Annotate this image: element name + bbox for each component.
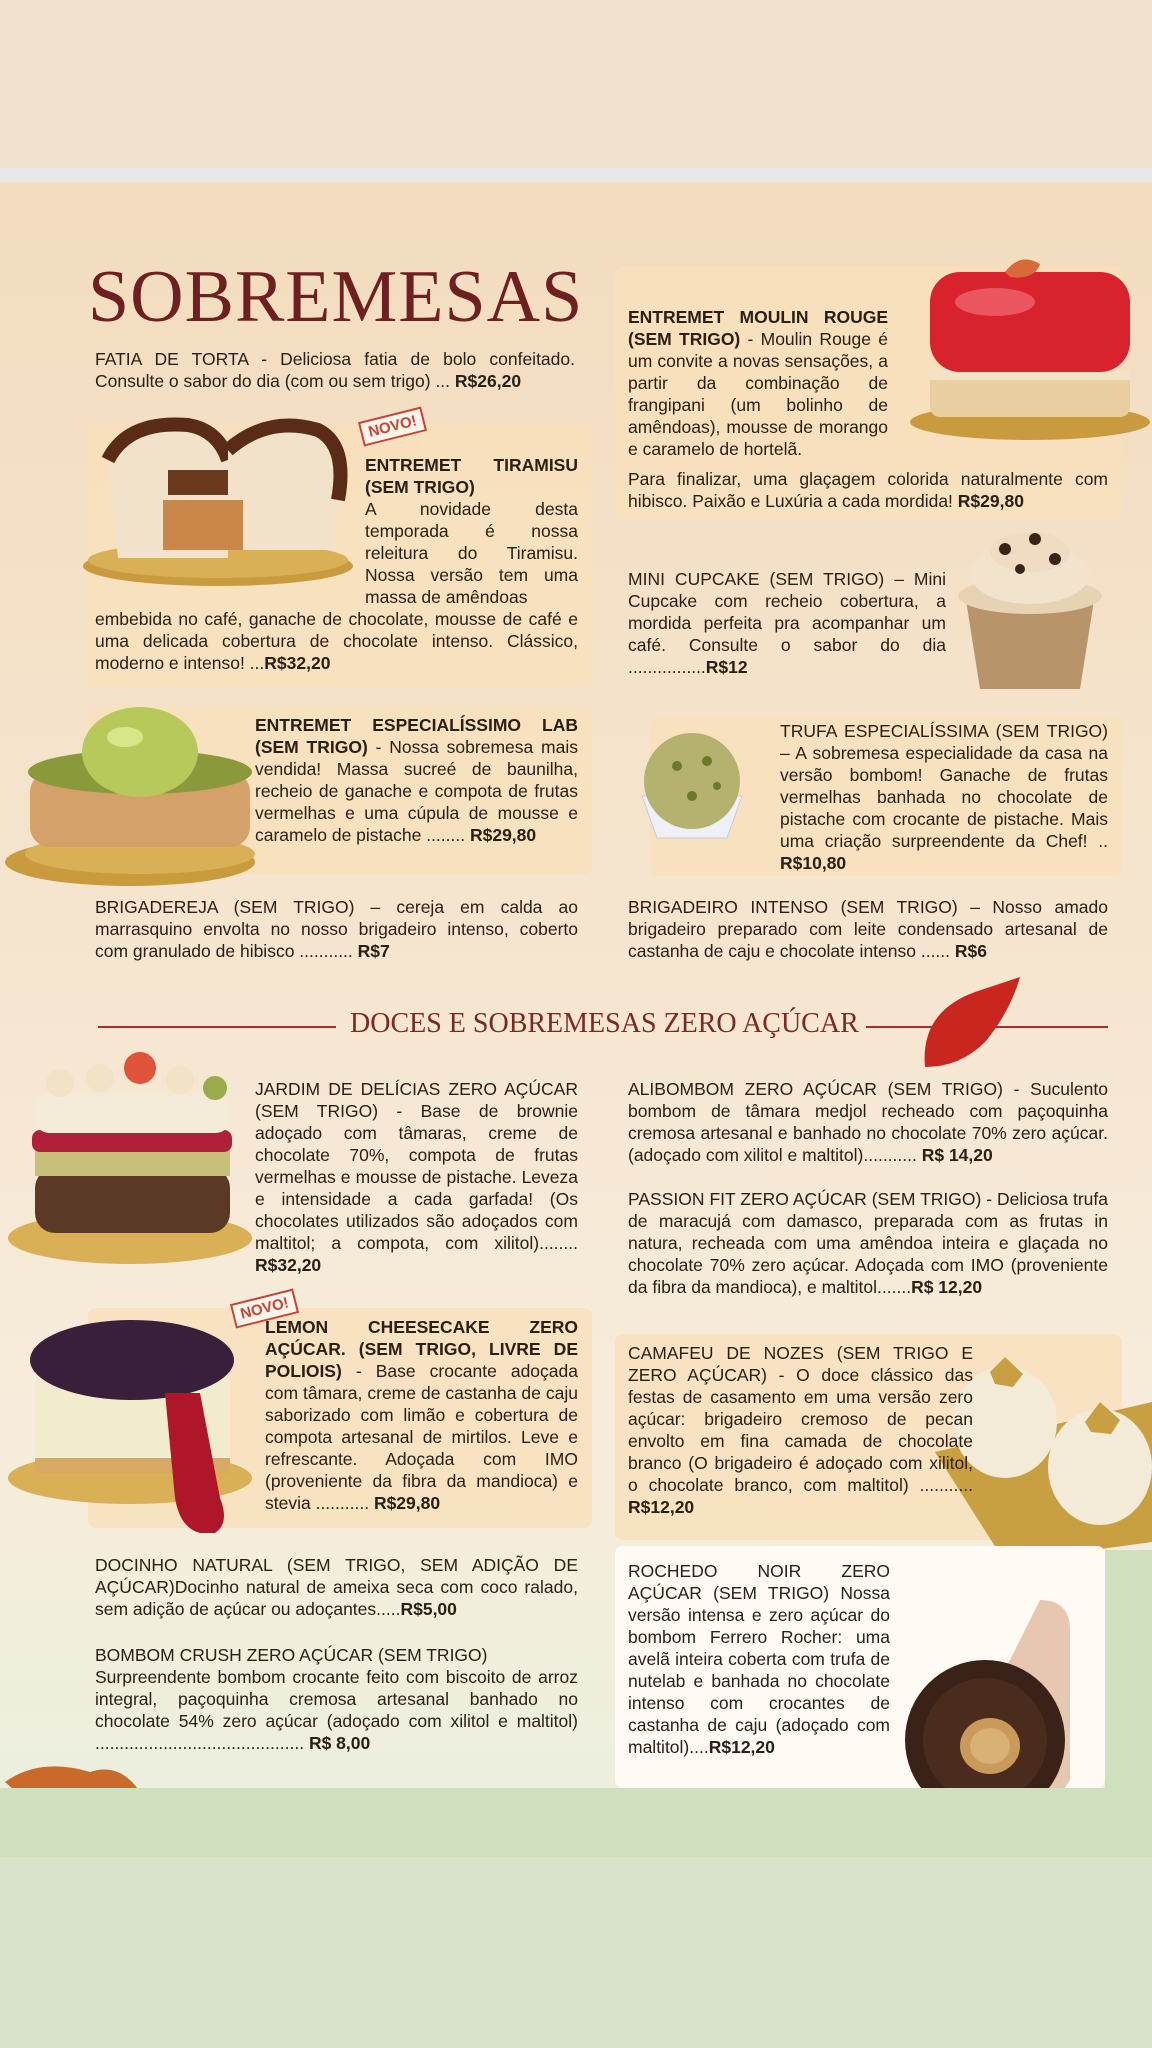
item-trufa: TRUFA ESPECIALÍSSIMA (SEM TRIGO) – A sobremesa especialidade da casa na versão bombom! Ganache de frutas vermelhas banhada no chocolate de pistache com crocante de pistache. Mais uma criação surpreendente da Chef! .. R$10,80 (780, 721, 1108, 873)
cupcake-image (945, 524, 1115, 694)
top-band (0, 0, 1152, 168)
item-moulin-top: ENTREMET MOULIN ROUGE (SEM TRIGO) - Moulin Rouge é um convite a novas sensações, a partir da combinação de frangipani (um bolinho de amêndoas), mousse de morango e caramelo de hortelã. (628, 307, 888, 459)
lab-image (0, 692, 260, 892)
item-camafeu: CAMAFEU DE NOZES (SEM TRIGO E ZERO AÇÚCAR) - O doce clássico das festas de casamento em uma versão zero açúcar: brigadeiro cremoso de pecan envolto em fina camada de chocolate branco (O brigadeiro é adoçado com xilitol, o chocolate branco, com maltitol) ........... R$12,20 (628, 1343, 974, 1517)
item-jardim: JARDIM DE DELÍCIAS ZERO AÇÚCAR (SEM TRIGO) - Base de brownie adoçado com tâmaras, creme de chocolate 70%, compota de frutas vermelhas e mousse de pistache. Leveza e intensidade a cada garfada! (Os chocolates utilizados são adoçados com maltitol; a compota, com xilitol)........ R$32,20 (255, 1079, 578, 1275)
section-line-left (98, 1026, 336, 1028)
item-brigadereja: BRIGADEREJA (SEM TRIGO) – cereja em calda ao marrasquino envolta no nosso brigadeiro intenso, coberto com granulado de hibisco ........... R$7 (95, 897, 578, 961)
item-fatia: FATIA DE TORTA - Deliciosa fatia de bolo confeitado. Consulte o sabor do dia (com ou sem trigo) ... R$26,20 (95, 349, 575, 391)
item-tiramisu-bottom: embebida no café, ganache de chocolate, mousse de café e uma delicada cobertura de chocolate intenso. Clássico, moderno e intenso! ...R$32,20 (95, 609, 578, 673)
item-passion: PASSION FIT ZERO AÇÚCAR (SEM TRIGO) - Deliciosa trufa de maracujá com damasco, preparada com as frutas in natura, recheada com uma amêndoa inteira e glaçada no chocolate 70% zero açúcar. Adoçada com IMO (proveniente da fibra da mandioca), e maltitol.......R$ 12,20 (628, 1189, 1108, 1297)
item-moulin-bottom: Para finalizar, uma glaçagem colorida naturalmente com hibisco. Paixão e Luxúria a cada mordida! R$29,80 (628, 469, 1108, 511)
item-alibombom: ALIBOMBOM ZERO AÇÚCAR (SEM TRIGO) - Suculento bombom de tâmara medjol recheado com paçoquinha cremosa artesanal e banhado no chocolate 70% zero açúcar. (adoçado com xilitol e maltitol)........... R$ 14,20 (628, 1079, 1108, 1165)
tiramisu-image (68, 400, 358, 590)
page-title: SOBREMESAS (88, 256, 584, 338)
moulin-rouge-image (900, 252, 1152, 442)
item-docinho: DOCINHO NATURAL (SEM TRIGO, SEM ADIÇÃO DE AÇÚCAR)Docinho natural de ameixa seca com coco ralado, sem adição de açúcar ou adoçantes.....R$5,00 (95, 1555, 578, 1619)
green-corner (1105, 1550, 1152, 1790)
item-lemon: LEMON CHEESECAKE ZERO AÇÚCAR. (SEM TRIGO, LIVRE DE POLIOIS) - Base crocante adoçada com tâmara, creme de castanha de caju saborizado com limão e cobertura de compota artesanal de mirtilos. Leve e refrescante. Adoçada com IMO (proveniente da fibra da mandioca) e stevia ........... R$29,80 (265, 1317, 578, 1513)
dessert-menu (0, 182, 1152, 1857)
item-crush: BOMBOM CRUSH ZERO AÇÚCAR (SEM TRIGO) Surpreendente bombom crocante feito com biscoito de arroz integral, paçoquinha cremosa artesanal banhado no chocolate 54% zero açúcar (adoçado com xilitol e maltitol) ........................................... R$ 8,00 (95, 1645, 578, 1753)
green-strip (0, 1788, 1152, 1857)
trufa-image (632, 726, 752, 846)
top-divider (0, 168, 1152, 182)
item-lab: ENTREMET ESPECIALÍSSIMO LAB (SEM TRIGO) - Nossa sobremesa mais vendida! Massa sucreé de baunilha, recheio de ganache e compota de frutas vermelhas e uma cúpula de mousse e caramelo de pistache ........ R$29,80 (255, 715, 578, 845)
new-badge: NOVO! (358, 406, 427, 446)
lemon-cheesecake-image (0, 1298, 255, 1548)
jardim-image (0, 1038, 255, 1268)
item-cupcake: MINI CUPCAKE (SEM TRIGO) – Mini Cupcake com recheio cobertura, a mordida perfeita pra acompanhar um café. Consulte o sabor do dia ................R$12 (628, 569, 947, 677)
item-brigadeiro: BRIGADEIRO INTENSO (SEM TRIGO) – Nosso amado brigadeiro preparado com leite condensado artesanal de castanha de caju e chocolate intenso ...... R$6 (628, 897, 1108, 961)
new-badge-lemon: NOVO! (230, 1288, 299, 1328)
bottom-band (0, 1857, 1152, 2048)
item-rochedo: ROCHEDO NOIR ZERO AÇÚCAR (SEM TRIGO) Nossa versão intensa e zero açúcar do bombom Ferrero Rocher: uma avelã inteira coberta com trufa de nutelab e banhada no chocolate intenso com crocantes de castanha de caju (adoçado com maltitol)....R$12,20 (628, 1561, 891, 1757)
item-tiramisu-top: ENTREMET TIRAMISU (SEM TRIGO) A novidade desta temporada é nossa releitura do Tiramisu. Nossa versão tem uma massa de amêndoas (365, 455, 578, 607)
red-leaf-icon (915, 972, 1025, 1072)
section-title: DOCES E SOBREMESAS ZERO AÇÚCAR (350, 1008, 859, 1039)
